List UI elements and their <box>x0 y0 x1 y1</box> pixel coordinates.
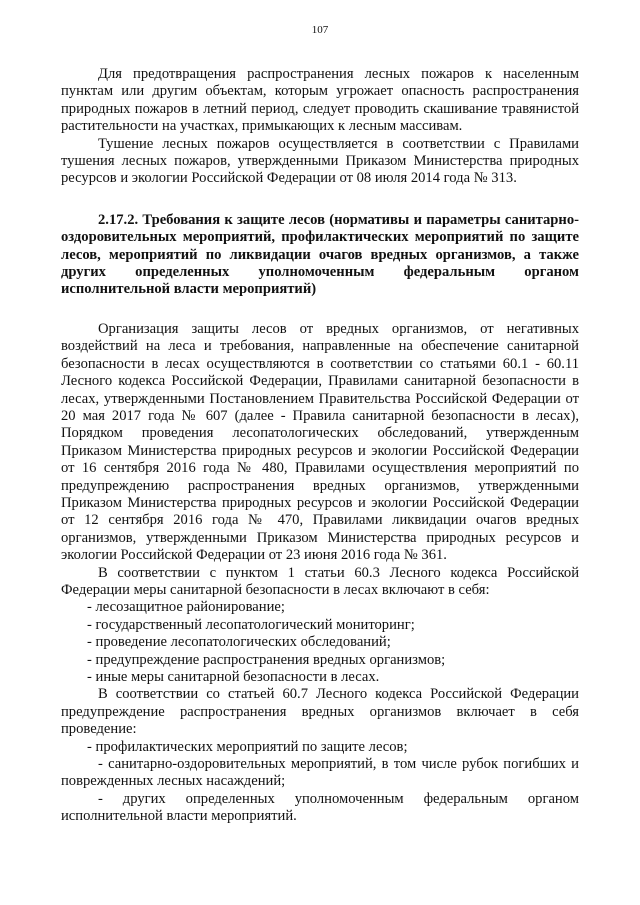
page-number: 107 <box>311 24 329 36</box>
list-item: - иные меры санитарной безопасности в лесах. <box>87 669 380 685</box>
paragraph: Для предотвращения распространения лесных пожаров к населенным пунктам или другим объектам, которым угрожает опасность распространения природных пожаров в летний период, следует проводить скашивание травянистой растительности на участках, примыкающих к лесным массивам. <box>61 66 579 135</box>
document-body <box>61 66 579 826</box>
paragraph: Тушение лесных пожаров осуществляется в соответствии с Правилами тушения лесных пожаров, утвержденными Приказом Министерства природных ресурсов и экологии Российской Федерации от 08 июля 2014 года № 313. <box>61 135 579 187</box>
list-item: - лесозащитное районирование; <box>87 599 285 616</box>
list-item: - профилактических мероприятий по защите лесов; <box>87 738 408 755</box>
paragraph: В соответствии с пунктом 1 статьи 60.3 Лесного кодекса Российской Федерации меры санитарной безопасности в лесах включают в себя: <box>61 564 579 598</box>
paragraph: В соответствии со статьей 60.7 Лесного кодекса Российской Федерации предупреждение распространения вредных организмов включает в себя проведение: <box>61 686 579 738</box>
list-item: - других определенных уполномоченным федеральным органом исполнительной власти мероприятий. <box>61 790 579 825</box>
list-item: - проведение лесопатологических обследований; <box>87 634 391 651</box>
paragraph: Организация защиты лесов от вредных организмов, от негативных воздействий на леса и требования, направленные на обеспечение санитарной безопасности в лесах осуществляются в соответствии со статьями 60.1 - 60.11 Лесного кодекса Российской Федерации, Правилами санитарной безопасности в лесах, утвержденными Постановлением Правительства Российской Федерации от 20 мая 2017 года № 607 (далее - Правила санитарной безопасности в лесах), Порядком проведения лесопатологических обследований, утвержденным Приказом Министерства природных ресурсов и экологии Российской Федерации от 16 сентября 2016 года № 480, Правилами осуществления мероприятий по предупреждению распространения вредных организмов, утвержденными Приказом Министерства природных ресурсов и экологии Российской Федерации от 12 сентября 2016 года № 470, Правилами ликвидации очагов вредных организмов, утвержденными Приказом Министерства природных ресурсов и экологии Российской Федерации от 23 июня 2016 года № 361. <box>61 320 579 564</box>
list-item: - предупреждение распространения вредных организмов; <box>87 651 446 668</box>
list-item: - санитарно-оздоровительных мероприятий, в том числе рубок погибших и поврежденных лесных насаждений; <box>61 756 579 790</box>
section-heading: 2.17.2. Требования к защите лесов (нормативы и параметры санитарно-оздоровительных мероприятий, профилактических мероприятий по защите лесов, мероприятий по ликвидации очагов вредных организмов, а также других определенных уполномоченным федеральным органом исполнительной власти мероприятий) <box>61 211 579 298</box>
list-item: - государственный лесопатологический мониторинг; <box>87 616 415 633</box>
